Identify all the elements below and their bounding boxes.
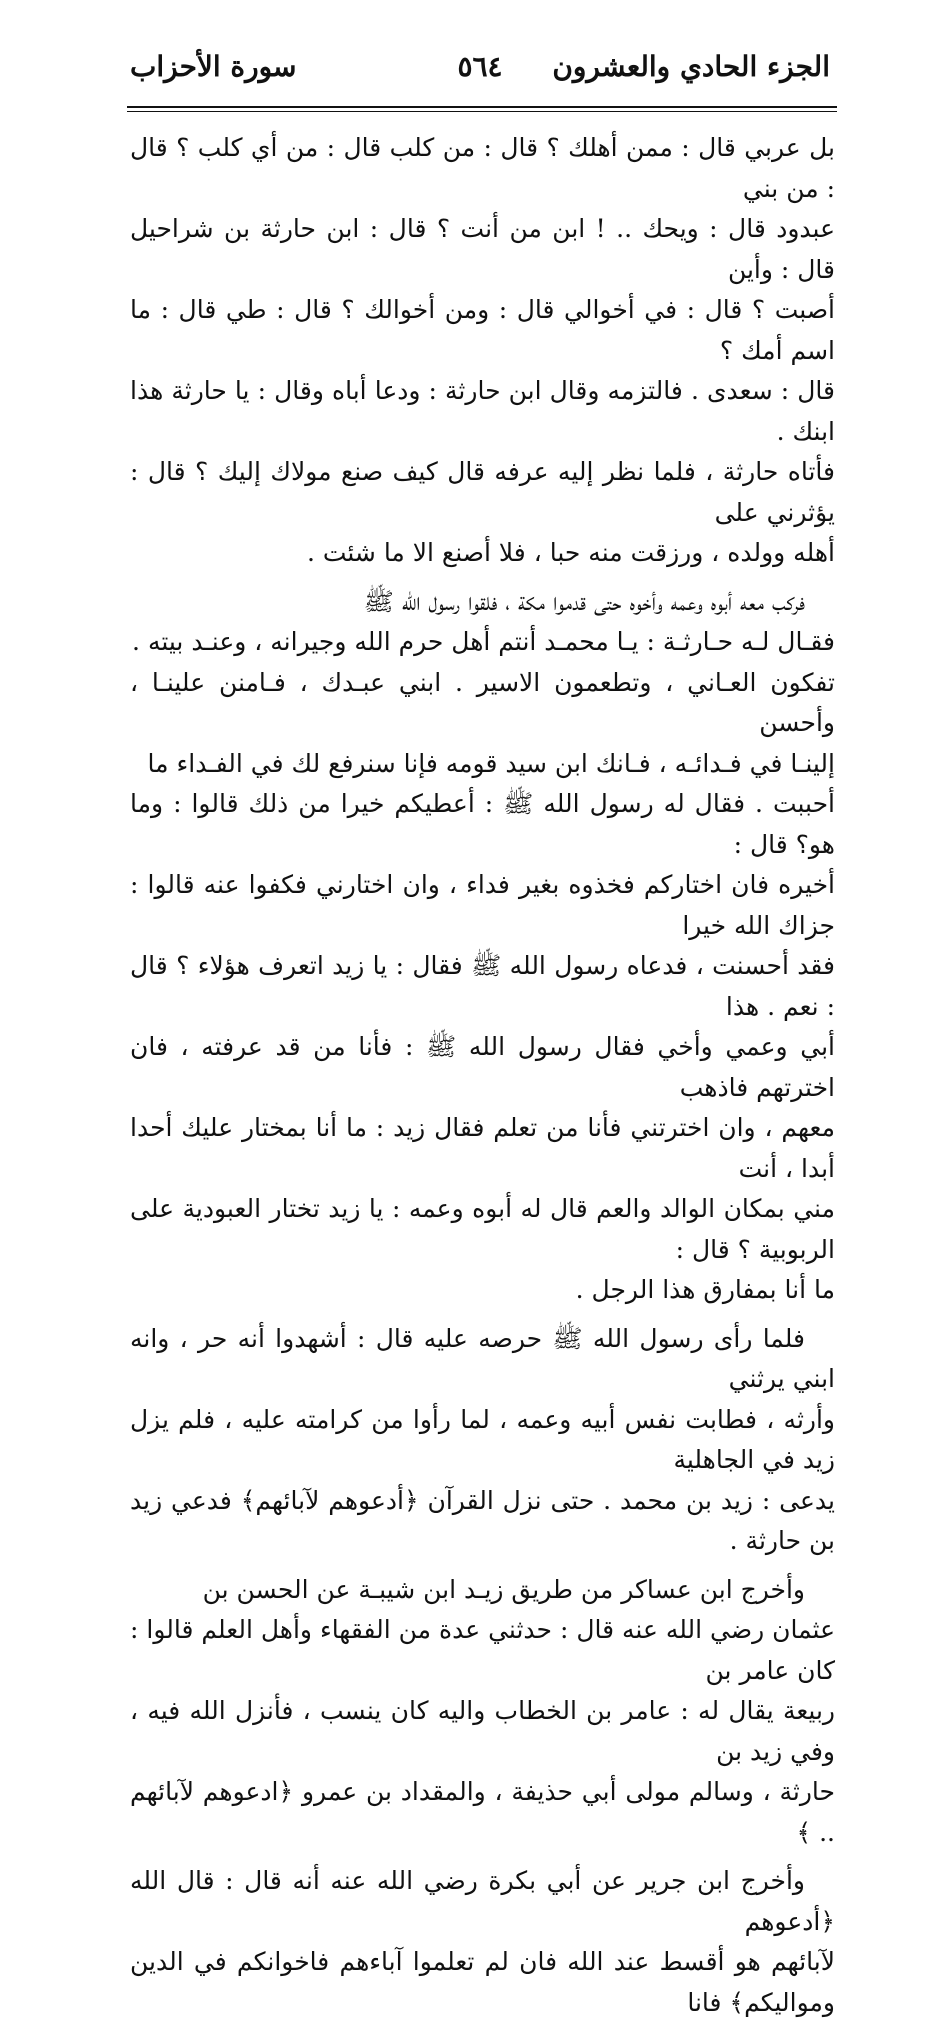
text-line: وأخرج ابن جرير عن أبي بكرة رضي الله عنه أنه قال : قال الله ﴿أدعوهم — [130, 1866, 835, 1936]
text-line: فقـال لـه حـارثـة : يـا محمـد أنتم أهل حرم الله وجيرانه ، وعنـد بيته . — [132, 627, 835, 656]
page-number: ٥٦٤ — [457, 50, 503, 83]
text-line: أصبت ؟ قال : في أخوالي قال : ومن أخوالك ؟ قال : طي قال : ما اسم أمك ؟ — [130, 295, 835, 365]
text-line: حارثة ، وسالم مولى أبي حذيفة ، والمقداد بن عمرو ﴿ادعوهم لآبائهم .. ﴾ — [130, 1777, 835, 1847]
page-header — [130, 44, 830, 94]
text-line: قال : سعدى . فالتزمه وقال ابن حارثة : ودعا أباه وقال : يا حارثة هذا ابنك . — [130, 376, 835, 446]
part-title: الجزء الحادي والعشرون — [552, 50, 830, 83]
text-line: يدعى : زيد بن محمد . حتى نزل القرآن ﴿أدعوهم لآبائهم﴾ فدعي زيد بن حارثة . — [130, 1485, 835, 1555]
text-line: فأتاه حارثة ، فلما نظر إليه عرفه قال كيف صنع مولاك إليك ؟ قال : يؤثرني على — [130, 457, 835, 527]
text-line: ما أنا بمفارق هذا الرجل . — [575, 1275, 835, 1304]
paragraph — [130, 1570, 835, 1854]
surah-title: سورة الأحزاب — [130, 50, 297, 83]
text-line: إلينـا في فـدائـه ، فـانك ابن سيد قومه فإنا سنرفع لك في الفـداء ما — [147, 748, 835, 778]
text-line: ربيعة يقال له : عامر بن الخطاب واليه كان ينسب ، فأنزل الله فيه ، وفي زيد بن — [130, 1696, 835, 1766]
text-line: أخيره فان اختاركم فخذوه بغير فداء ، وان اختارني فكفوا عنه قالوا : جزاك الله خيرا — [130, 870, 835, 940]
text-line: أهله وولده ، ورزقت منه حبا ، فلا أصنع الا ما شئت . — [306, 538, 835, 567]
text-line: أحببت . فقال له رسول الله ﷺ : أعطيكم خيرا من ذلك قالوا : وما هو؟ قال : — [130, 789, 835, 859]
paragraph — [130, 1319, 835, 1562]
page-body — [130, 128, 835, 2023]
text-line: وأرثه ، فطابت نفس أبيه وعمه ، لما رأوا من كرامته عليه ، فلم يزل زيد في الجاهلية — [130, 1404, 835, 1474]
text-line: فلما رأى رسول الله ﷺ حرصه عليه قال : أشهدوا أنه حر ، وانه ابني يرثني — [130, 1323, 835, 1393]
header-rule — [127, 106, 837, 112]
text-line: فركب معه أبوه وعمه وأخوه حتى قدموا مكة ، فلقوا رسول الله ﷺ — [363, 586, 805, 616]
text-line: فقد أحسنت ، فدعاه رسول الله ﷺ فقال : يا زيد اتعرف هؤلاء ؟ قال : نعم . هذا — [130, 951, 835, 1021]
text-line: عبدود قال : ويحك .. ! ابن من أنت ؟ قال : ابن حارثة بن شراحيل قال : وأين — [130, 214, 835, 284]
paragraph — [130, 128, 835, 574]
text-line: معهم ، وان اخترتني فأنا من تعلم فقال زيد : ما أنا بمختار عليك أحدا أبدا ، أنت — [130, 1113, 835, 1183]
text-line: لآبائهم هو أقسط عند الله فان لم تعلموا آباءهم فاخوانكم في الدين ومواليكم﴾ فانا — [130, 1947, 835, 2017]
paragraph — [130, 1861, 835, 2023]
text-line: عثمان رضي الله عنه قال : حدثني عدة من الفقهاء وأهل العلم قالوا : كان عامر بن — [130, 1615, 835, 1685]
text-line: أبي وعمي وأخي فقال رسول الله ﷺ : فأنا من قد عرفته ، فان اخترتهم فاذهب — [130, 1032, 835, 1102]
text-line: وأخرج ابن عساكر من طريق زيـد ابن شيبـة عن الحسن بن — [202, 1574, 805, 1604]
text-line: تفكون العـاني ، وتطعمون الاسير . ابني عبـدك ، فـامنن علينـا ، وأحسن — [130, 667, 835, 737]
text-line: بل عربي قال : ممن أهلك ؟ قال : من كلب قال : من أي كلب ؟ قال : من بني — [130, 133, 835, 203]
paragraph — [130, 582, 835, 1311]
text-line: مني بمكان الوالد والعم قال له أبوه وعمه : يا زيد تختار العبودية على الربوبية ؟ قال : — [130, 1194, 835, 1264]
